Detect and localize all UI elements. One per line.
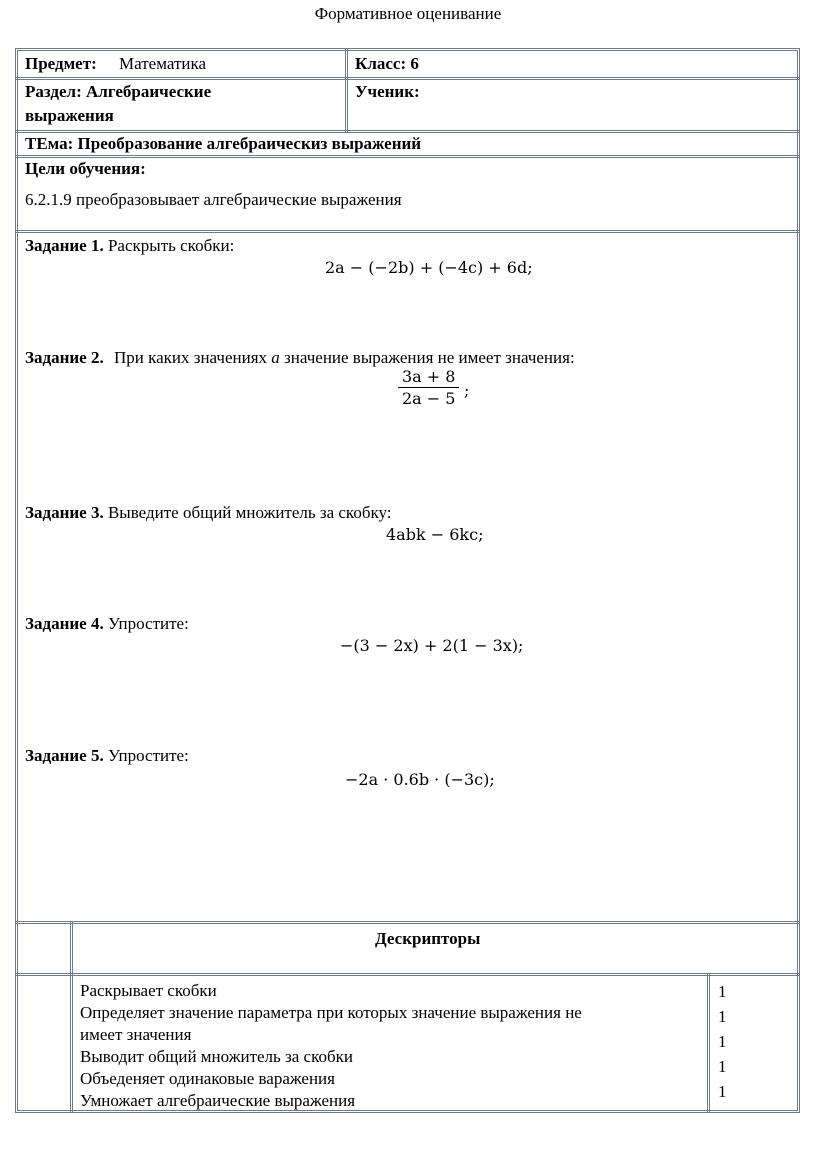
task-1-label: Задание 1.	[25, 236, 104, 255]
task-2-label: Задание 2.	[25, 348, 104, 367]
document-title: Формативное оценивание	[314, 4, 502, 23]
descriptor-2: Определяет значение параметра при которых значение выражения не	[80, 1003, 582, 1022]
task-4-label: Задание 4.	[25, 614, 104, 633]
score-3: 1	[718, 1032, 727, 1051]
row-divider	[15, 921, 800, 924]
row-divider	[15, 973, 800, 976]
col-divider	[70, 921, 73, 1113]
class-label: Класс: 6	[355, 54, 419, 73]
section-label-line2: выражения	[25, 106, 114, 125]
col-divider	[345, 48, 348, 132]
task-3-label: Задание 3.	[25, 503, 104, 522]
subject-cell	[25, 54, 206, 74]
task-2-suffix: ;	[464, 381, 470, 400]
task-4-text: Упростите:	[107, 614, 189, 633]
descriptor-1: Раскрывает скобки	[80, 981, 217, 1000]
goal-text: 6.2.1.9 преобразовывает алгебраические выражения	[25, 190, 402, 209]
descriptors-heading: Дескрипторы	[375, 929, 481, 948]
task-1-expression: 2a − (−2b) + (−4c) + 6d;	[325, 258, 533, 277]
task-3	[25, 503, 392, 523]
subject-label: Предмет:	[25, 54, 97, 73]
topic-title: ТЕма: Преобразование алгебраическиз выражений	[25, 134, 422, 153]
score-2: 1	[718, 1007, 727, 1026]
task-2-denominator: 2a − 5	[402, 389, 456, 408]
score-5: 1	[718, 1082, 727, 1101]
row-divider	[15, 230, 800, 233]
task-5-text: Упростите:	[107, 746, 189, 765]
descriptor-4: Объеденяет одинаковые варажения	[80, 1069, 335, 1088]
task-2-text-before: При каких значениях	[113, 348, 268, 367]
student-label: Ученик:	[355, 82, 420, 101]
col-divider	[707, 973, 710, 1113]
task-2-text-after: значение выражения не имеет значения:	[284, 348, 575, 367]
score-1: 1	[718, 982, 727, 1001]
task-4-expression: −(3 − 2x) + 2(1 − 3x);	[340, 636, 524, 655]
score-4: 1	[718, 1057, 727, 1076]
task-1	[25, 236, 234, 256]
task-5-label: Задание 5.	[25, 746, 104, 765]
task-3-text: Выведите общий множитель за скобку:	[107, 503, 392, 522]
task-2-variable: a	[271, 348, 280, 367]
task-1-text: Раскрыть скобки:	[107, 236, 235, 255]
task-2	[25, 348, 575, 368]
subject-value: Математика	[119, 54, 207, 73]
task-2-numerator: 3a + 8	[398, 367, 459, 388]
section-label: Раздел: Алгебраические	[25, 82, 212, 101]
descriptor-5: Умножает алгебраические выражения	[80, 1091, 356, 1110]
goals-label: Цели обучения:	[25, 159, 146, 178]
task-3-expression: 4abk − 6kc;	[386, 525, 484, 544]
task-5	[25, 746, 189, 766]
row-divider	[15, 130, 800, 133]
descriptor-3: Выводит общий множитель за скобки	[80, 1047, 353, 1066]
task-5-expression: −2a · 0.6b · (−3c);	[345, 770, 495, 789]
row-divider	[15, 77, 800, 80]
row-divider	[15, 155, 800, 158]
descriptor-2-line2: имеет значения	[80, 1025, 192, 1044]
task-2-fraction	[398, 367, 459, 410]
task-4	[25, 614, 189, 634]
